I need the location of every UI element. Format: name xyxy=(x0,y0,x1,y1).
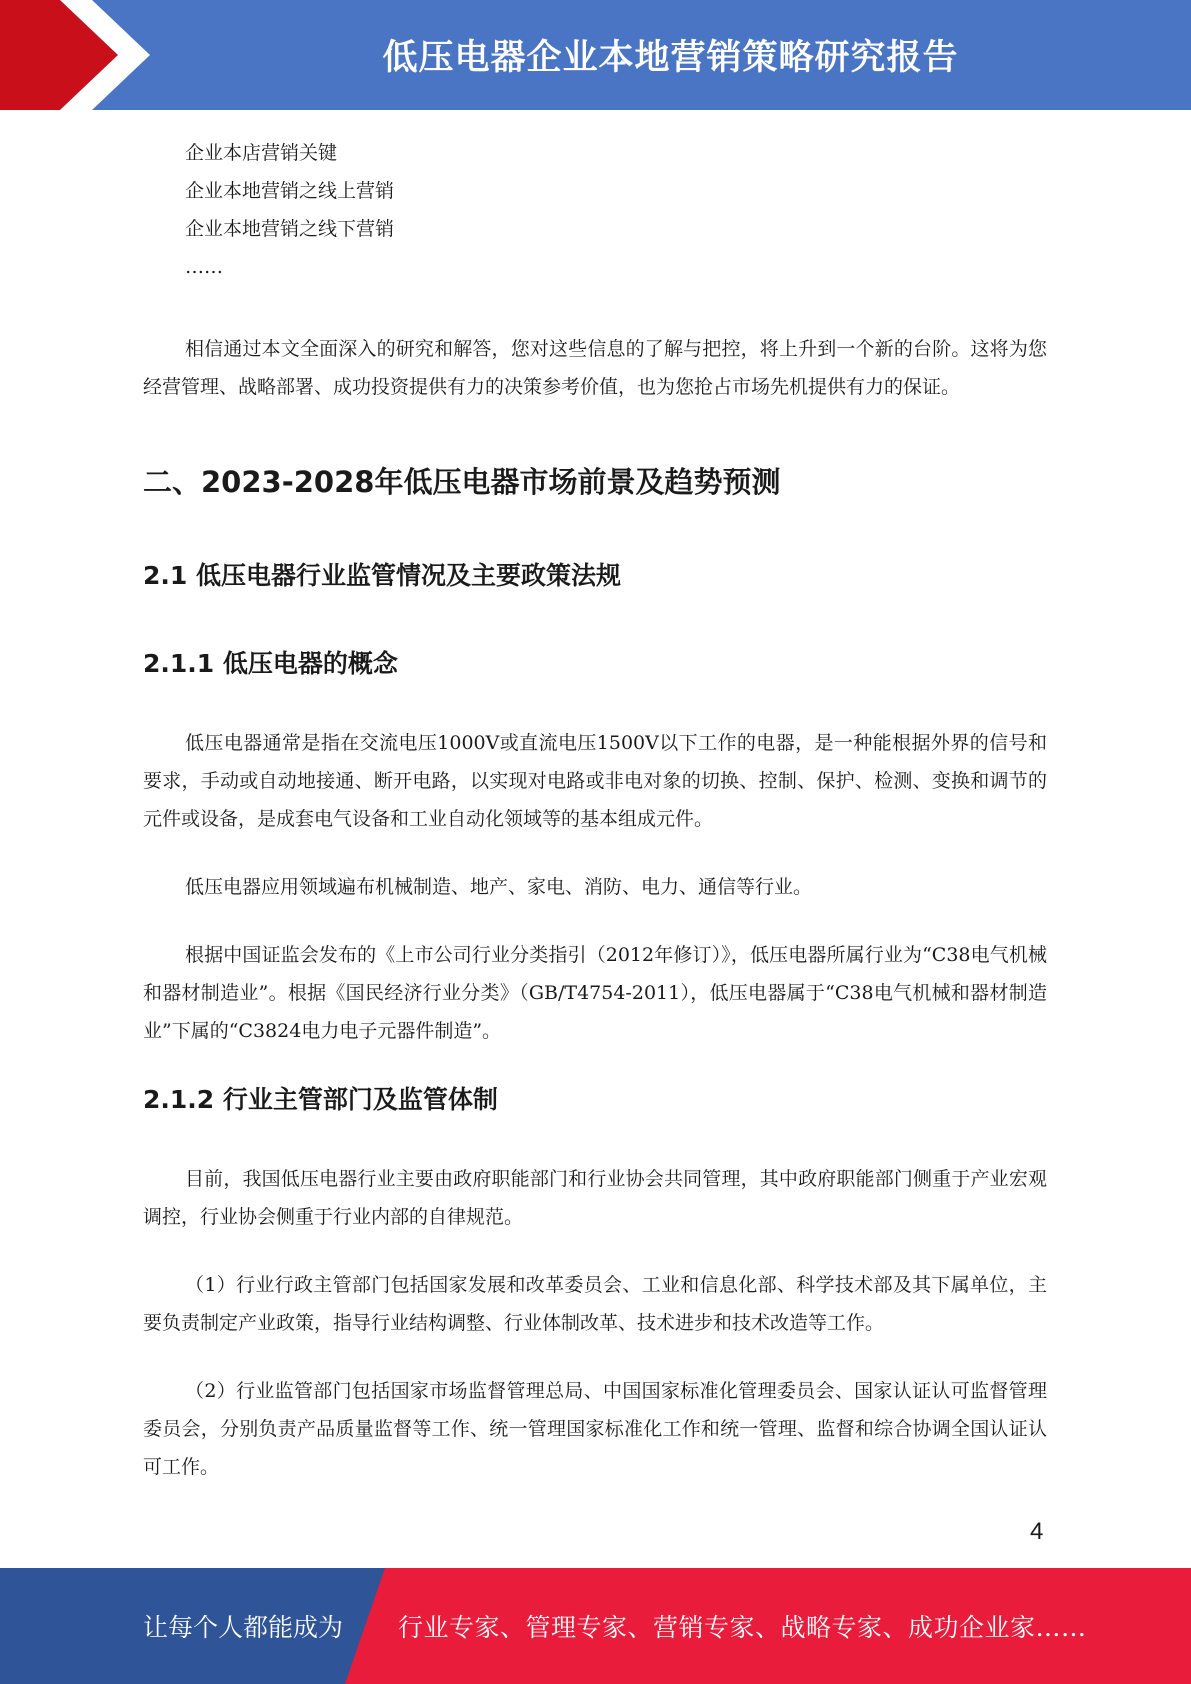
page-number: 4 xyxy=(1030,1518,1044,1545)
section-heading: 二、2023-2028年低压电器市场前景及趋势预测 xyxy=(143,465,781,499)
toc-list xyxy=(143,134,1047,286)
toc-item: …… xyxy=(185,256,223,278)
toc-item: 企业本店营销关键 xyxy=(185,142,338,164)
footer-slogan: 让每个人都能成为 xyxy=(143,1613,344,1642)
body-paragraph: 根据中国证监会发布的《上市公司行业分类指引（2012年修订）》，低压电器所属行业为“C38电气机械和器材制造业”。根据《国民经济行业分类》（GB/T4754-2011），低压电器属于“C38电气机械和器材制造业”下属的“C3824电力电子元器件制造”。 xyxy=(143,944,1047,1042)
body-paragraph: （2）行业监管部门包括国家市场监督管理总局、中国国家标准化管理委员会、国家认证认可监督管理委员会，分别负责产品质量监督等工作、统一管理国家标准化工作和统一管理、监督和综合协调全国认证认可工作。 xyxy=(143,1380,1047,1478)
subsection-heading: 2.1 低压电器行业监管情况及主要政策法规 xyxy=(143,561,621,590)
page-content xyxy=(143,134,1047,1516)
toc-item: 企业本地营销之线下营销 xyxy=(185,218,395,240)
document-title: 低压电器企业本地营销策略研究报告 xyxy=(382,38,959,78)
footer-banner xyxy=(0,1568,1191,1684)
toc-item: 企业本地营销之线上营销 xyxy=(185,180,395,202)
subsubsection-heading: 2.1.1 低压电器的概念 xyxy=(143,649,398,678)
intro-paragraph: 相信通过本文全面深入的研究和解答，您对这些信息的了解与把控，将上升到一个新的台阶。这将为您经营管理、战略部署、成功投资提供有力的决策参考价值，也为您抢占市场先机提供有力的保证。 xyxy=(143,338,1047,398)
subsubsection-heading: 2.1.2 行业主管部门及监管体制 xyxy=(143,1085,498,1114)
footer-tagline: 行业专家、管理专家、营销专家、战略专家、成功企业家…… xyxy=(398,1613,1087,1642)
header-arrow-graphic xyxy=(0,0,160,110)
body-paragraph: 目前，我国低压电器行业主要由政府职能部门和行业协会共同管理，其中政府职能部门侧重于产业宏观调控，行业协会侧重于行业内部的自律规范。 xyxy=(143,1168,1047,1228)
body-paragraph: 低压电器通常是指在交流电压1000V或直流电压1500V以下工作的电器，是一种能根据外界的信号和要求，手动或自动地接通、断开电路，以实现对电路或非电对象的切换、控制、保护、检测、变换和调节的元件或设备，是成套电气设备和工业自动化领域等的基本组成元件。 xyxy=(143,732,1047,830)
body-paragraph: 低压电器应用领域遍布机械制造、地产、家电、消防、电力、通信等行业。 xyxy=(185,876,813,898)
header-banner xyxy=(0,0,1191,110)
body-paragraph: （1）行业行政主管部门包括国家发展和改革委员会、工业和信息化部、科学技术部及其下属单位，主要负责制定产业政策，指导行业结构调整、行业体制改革、技术进步和技术改造等工作。 xyxy=(143,1274,1047,1334)
